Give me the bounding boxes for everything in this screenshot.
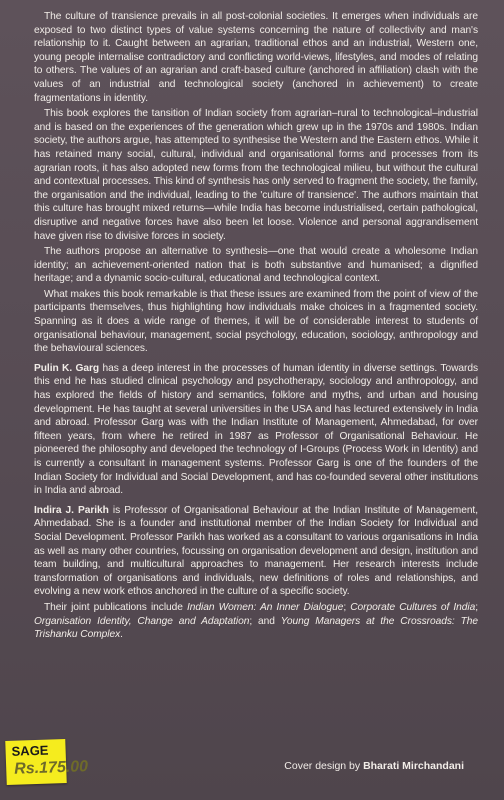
credit-prefix: Cover design by (284, 760, 364, 772)
author-name-garg: Pulin K. Garg (34, 362, 100, 374)
author-bio-parikh (34, 504, 478, 599)
author-bio-garg (34, 362, 478, 498)
separator: ; (343, 601, 351, 613)
designer-name: Bharati Mirchandani (363, 760, 464, 772)
separator: ; (475, 601, 479, 613)
publications-intro: Their joint publications include (44, 601, 188, 613)
price-sticker (5, 739, 89, 785)
separator: ; and (249, 615, 281, 627)
publication-title: Corporate Cultures of India (350, 601, 476, 613)
sticker-brand: SAGE (11, 742, 49, 759)
publication-title: Indian Women: An Inner Dialogue (187, 601, 344, 613)
blurb-paragraph-3: The authors propose an alternative to synthesis—one that would create a wholesome Indian identity; an achievement-oriented nation that is both substantive and humanised; a dignified heritage; and a dynamic socio-cultural, educational and technological context. (34, 246, 478, 285)
sticker-price: Rs.175.00 (13, 758, 89, 778)
blurb-paragraph-1: The culture of transience prevails in all post-colonial societies. It emerges when individuals are exposed to two distinct types of value systems concerning the nature of collectivity and man's relationship to it. Caught between an agrarian, traditional ethos and an industrial, Western one, young people internalise contradictory and conflicting world-views, lifestyles, and modes of relating to others. The values of an agrarian and craft-based culture (anchored in affiliation) clash with the values of an industrial and technological society (anchored in achievement) to create fragmentations in identity. (34, 11, 478, 104)
author-name-parikh: Indira J. Parikh (34, 504, 109, 516)
period: . (120, 629, 123, 641)
blurb-paragraph-4: What makes this book remarkable is that these issues are examined from the point of view of the participants themselves, thus highlighting how individuals make choices in a fragmented society. Spanning as it does a wide range of themes, it will be of considerable interest to students of organisational behaviour, management, social psychology, education, sociology, anthropology and the behavioural sciences. (34, 288, 478, 355)
author-bio-garg-text: has a deep interest in the processes of human identity in diverse settings. Towards this end he has studied clinical psychology and psychotherapy, sociology and anthropology, and has explored the fields of history and semantics, folklore and myths, and urban and housing development. He has taught at several universities in the USA and has lectured extensively in India and abroad. Professor Garg was with the Indian Institute of Management, Ahmedabad, for over fifteen years, from where he retired in 1987 as Professor of Organisational Behaviour. He pioneered the philosophy and developed the technology of I-Groups (Process Work in Identity) and is currently a consultant in management systems. Professor Garg is one of the founders of the Indian Society for Individual and Social Development, and has co-founded several other institutions in India and abroad. (34, 362, 478, 497)
publication-title: Young Managers at the Crossroads: The Trishanku Complex (34, 615, 478, 641)
publication-title: Organisation Identity, Change and Adaptation (34, 615, 250, 627)
joint-publications (34, 601, 478, 642)
author-bio-parikh-text: is Professor of Organisational Behaviour at the Indian Institute of Management, Ahmedabad. She is a founder and institutional member of the Indian Society for Individual and Social Development. Professor Parikh has worked as a consultant to various organisations in India as well as many other countries, focussing on organisation development and design, institution and team building, and multicultural approaches to management. Her research interests include transformation of organisations and individuals, new definitions of roles and relationships, and evolving a new work ethos anchored in the culture of a specific society. (34, 504, 478, 598)
cover-design-credit (284, 760, 464, 772)
blurb-paragraph-2: This book explores the tansition of Indian society from agrarian–rural to technological–industrial and is based on the experiences of the generation which grew up in the 1970s and 1980s. Indian society, the authors argue, has attempted to synthesise the Western and the Eastern ethos. While it has retained many social, cultural, individual and organisational forms and processes from its agrarian roots, it has also adopted new forms from the technological milieu, but without the cultural and contextual processes. This kind of synthesis has only served to fragment the society, the family, the organisation and the individual, leading to the 'culture of transience'. The authors maintain that this culture has brought mixed returns—while India has become industrialised, certain pathological, disruptive and negative forces have also been let loose. Violence and personal aggrandisement have given rise to divisive forces in society. (34, 108, 478, 242)
